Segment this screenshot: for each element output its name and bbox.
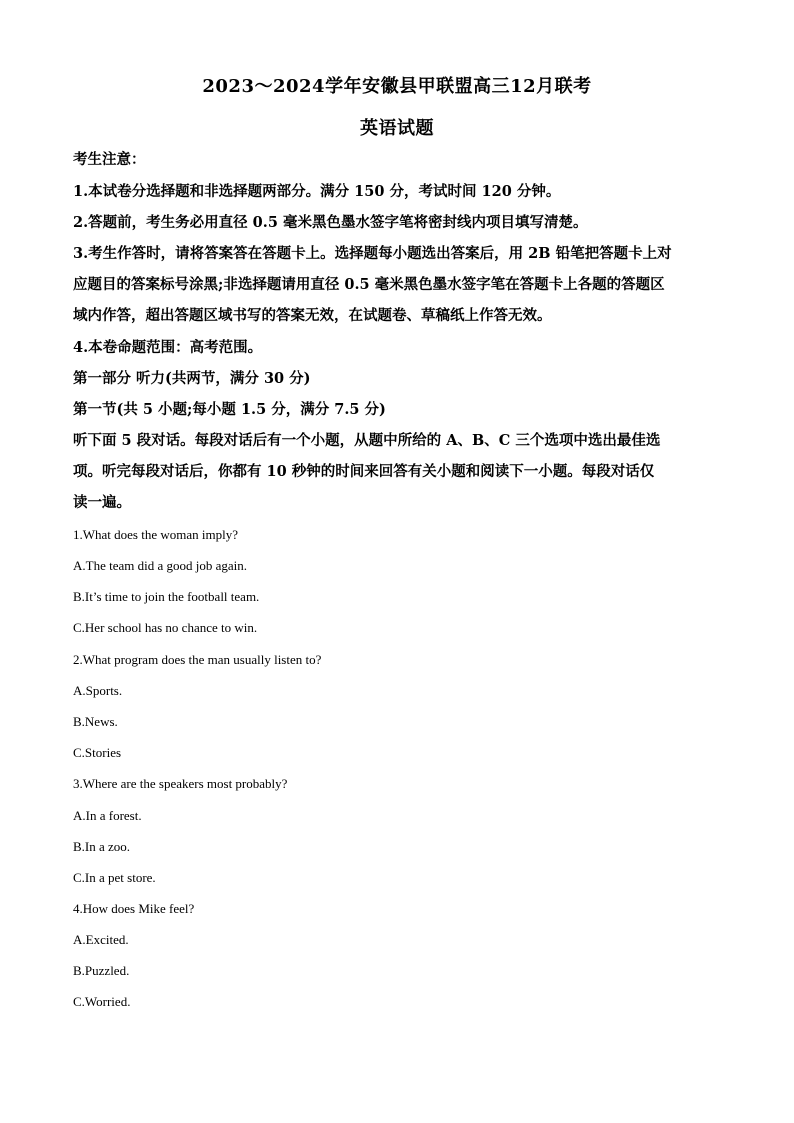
question-2: 2.What program does the man usually listen to? [73, 652, 322, 667]
notice-item-2: 2.答题前，考生务必用直径 0.5 毫米黑色墨水签字笔将密封线内项目填写清楚。 [73, 214, 588, 231]
instructions-line-2: 项。听完每段对话后，你都有 10 秒钟的时间来回答有关小题和阅读下一小题。每段对话仅 [73, 463, 655, 480]
question-3-option-b: B.In a zoo. [73, 839, 131, 854]
notice-item-3-line-3: 域内作答，超出答题区域书写的答案无效，在试题卷、草稿纸上作答无效。 [73, 307, 552, 324]
question-1-option-c: C.Her school has no chance to win. [73, 620, 258, 635]
question-4-option-c: C.Worried. [73, 994, 131, 1009]
question-1-option-a: A.The team did a good job again. [73, 558, 248, 573]
question-4-option-b: B.Puzzled. [73, 963, 130, 978]
question-4: 4.How does Mike feel? [73, 901, 195, 916]
exam-subtitle: 英语试题 [360, 118, 434, 139]
question-4-option-a: A.Excited. [73, 932, 129, 947]
question-3-option-a: A.In a forest. [73, 808, 142, 823]
notice-item-3-line-1: 3.考生作答时，请将答案答在答题卡上。选择题每小题选出答案后，用 2B 铅笔把答题卡上对 [73, 245, 672, 262]
question-3: 3.Where are the speakers most probably? [73, 776, 288, 791]
section-1-heading: 第一节(共 5 小题;每小题 1.5 分，满分 7.5 分) [73, 401, 386, 418]
notice-item-1: 1.本试卷分选择题和非选择题两部分。满分 150 分，考试时间 120 分钟。 [73, 183, 561, 200]
question-1: 1.What does the woman imply? [73, 527, 238, 542]
notice-item-4: 4.本卷命题范围：高考范围。 [73, 339, 263, 356]
question-3-option-c: C.In a pet store. [73, 870, 156, 885]
part-1-heading: 第一部分 听力(共两节，满分 30 分) [73, 370, 311, 387]
question-2-option-c: C.Stories [73, 745, 122, 760]
notice-item-3-line-2: 应题目的答案标号涂黑;非选择题请用直径 0.5 毫米黑色墨水签字笔在答题卡上各题的答题区 [73, 276, 665, 293]
instructions-line-3: 读一遍。 [73, 494, 131, 511]
instructions-line-1: 听下面 5 段对话。每段对话后有一个小题，从题中所给的 A、B、C 三个选项中选出最佳选 [73, 432, 661, 449]
question-2-option-b: B.News. [73, 714, 118, 729]
notice-heading: 考生注意： [73, 151, 146, 168]
exam-title: 2023～2024学年安徽县甲联盟高三12月联考 [202, 76, 592, 97]
question-2-option-a: A.Sports. [73, 683, 123, 698]
question-1-option-b: B.It’s time to join the football team. [73, 589, 260, 604]
